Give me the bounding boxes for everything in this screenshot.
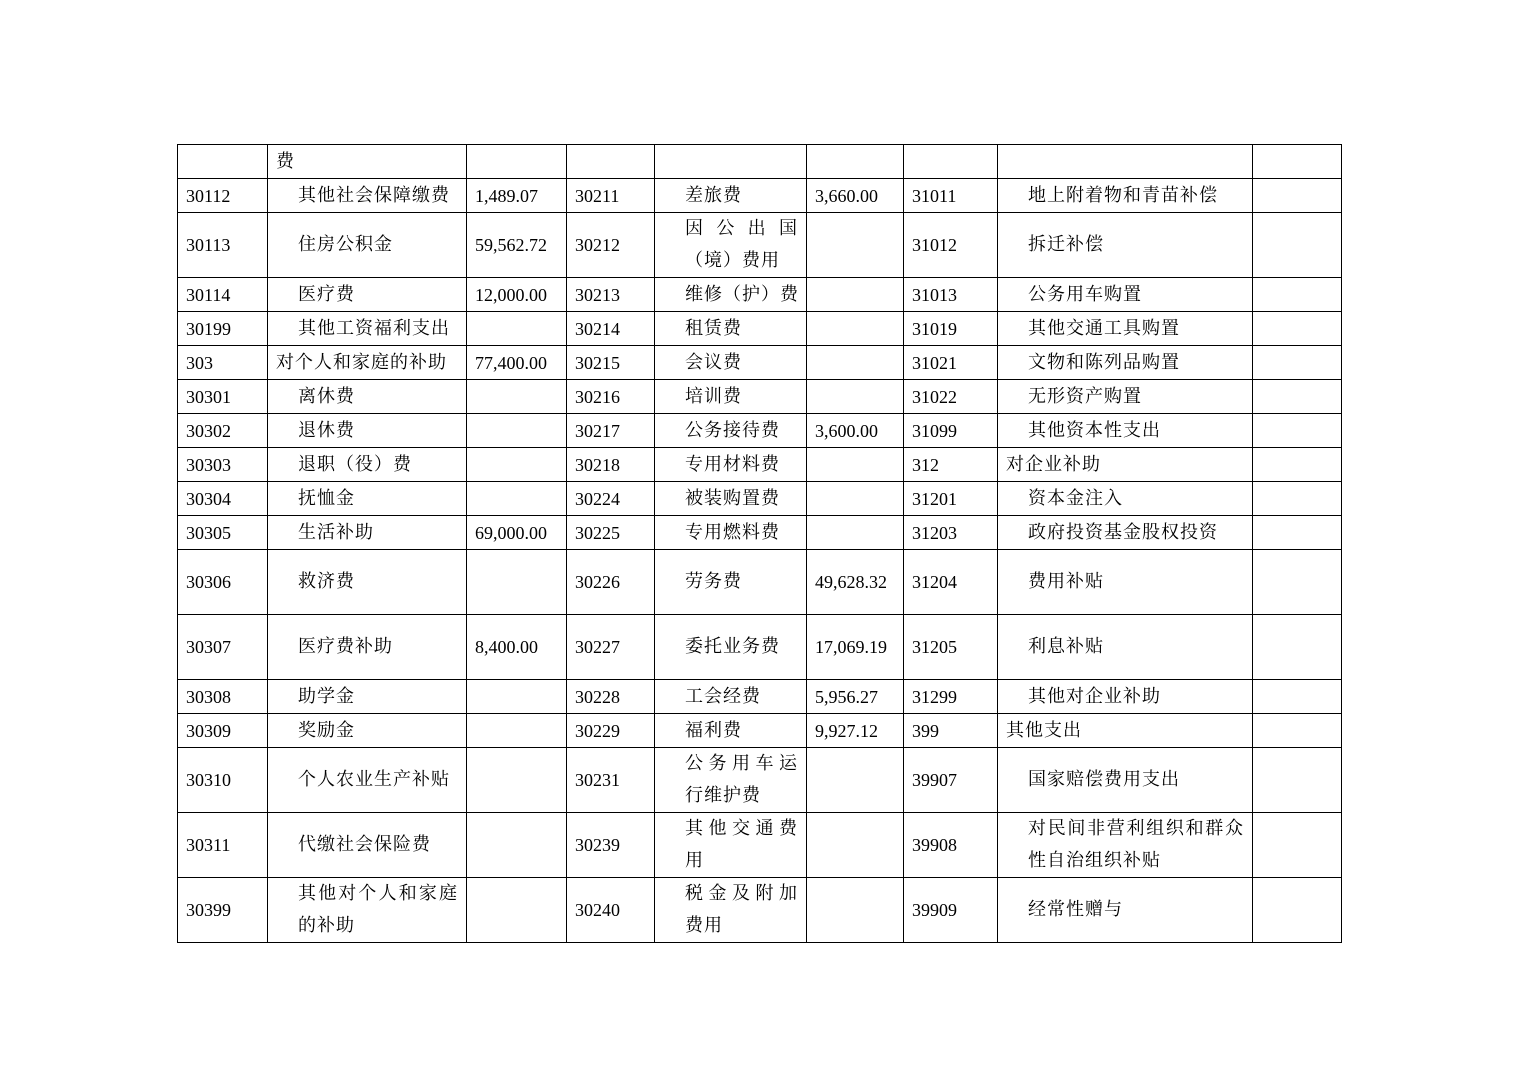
code-cell: 30305 (178, 516, 268, 550)
table-row (178, 213, 1342, 278)
amount-cell (1253, 380, 1342, 414)
name-cell: 生活补助 (268, 516, 467, 550)
code-cell: 31013 (904, 278, 998, 312)
table-row (178, 714, 1342, 748)
amount-cell (1253, 346, 1342, 380)
name-cell: 住房公积金 (268, 213, 467, 278)
amount-cell (1253, 550, 1342, 615)
amount-cell (1253, 680, 1342, 714)
name-cell: 资本金注入 (998, 482, 1253, 516)
name-cell: 文物和陈列品购置 (998, 346, 1253, 380)
code-cell: 30211 (567, 179, 655, 213)
name-cell: 其他交通工具购置 (998, 312, 1253, 346)
amount-cell (467, 380, 567, 414)
name-cell: 费 (268, 145, 467, 179)
table-row (178, 179, 1342, 213)
code-cell: 30199 (178, 312, 268, 346)
name-cell: 抚恤金 (268, 482, 467, 516)
amount-cell (1253, 278, 1342, 312)
amount-cell (1253, 414, 1342, 448)
table-row (178, 448, 1342, 482)
amount-cell (1253, 516, 1342, 550)
amount-cell (807, 145, 904, 179)
amount-cell (1253, 145, 1342, 179)
table-row (178, 516, 1342, 550)
amount-cell (1253, 714, 1342, 748)
name-cell: 专用燃料费 (655, 516, 807, 550)
code-cell: 30308 (178, 680, 268, 714)
code-cell: 30311 (178, 813, 268, 878)
code-cell: 30240 (567, 878, 655, 943)
name-cell: 被装购置费 (655, 482, 807, 516)
amount-cell (467, 813, 567, 878)
amount-cell (1253, 179, 1342, 213)
name-cell: 租赁费 (655, 312, 807, 346)
code-cell: 30304 (178, 482, 268, 516)
name-cell (998, 145, 1253, 179)
amount-cell (807, 516, 904, 550)
name-cell: 因公出国（境）费用 (655, 213, 807, 278)
name-cell: 医疗费补助 (268, 615, 467, 680)
name-cell: 离休费 (268, 380, 467, 414)
code-cell (904, 145, 998, 179)
code-cell: 30306 (178, 550, 268, 615)
code-cell: 31205 (904, 615, 998, 680)
name-cell: 无形资产购置 (998, 380, 1253, 414)
amount-cell: 5,956.27 (807, 680, 904, 714)
name-cell: 拆迁补偿 (998, 213, 1253, 278)
name-cell: 医疗费 (268, 278, 467, 312)
name-cell: 政府投资基金股权投资 (998, 516, 1253, 550)
name-cell: 助学金 (268, 680, 467, 714)
code-cell: 30217 (567, 414, 655, 448)
name-cell: 专用材料费 (655, 448, 807, 482)
name-cell: 委托业务费 (655, 615, 807, 680)
amount-cell: 12,000.00 (467, 278, 567, 312)
amount-cell: 17,069.19 (807, 615, 904, 680)
code-cell: 30114 (178, 278, 268, 312)
amount-cell (807, 878, 904, 943)
amount-cell (807, 312, 904, 346)
name-cell: 其他对企业补助 (998, 680, 1253, 714)
name-cell: 福利费 (655, 714, 807, 748)
amount-cell (1253, 213, 1342, 278)
name-cell: 个人农业生产补贴 (268, 748, 467, 813)
table-row (178, 145, 1342, 179)
amount-cell (467, 312, 567, 346)
table-row (178, 680, 1342, 714)
code-cell: 399 (904, 714, 998, 748)
amount-cell: 49,628.32 (807, 550, 904, 615)
table-row (178, 380, 1342, 414)
code-cell: 30218 (567, 448, 655, 482)
table-row (178, 278, 1342, 312)
amount-cell (467, 550, 567, 615)
amount-cell: 1,489.07 (467, 179, 567, 213)
name-cell: 公务接待费 (655, 414, 807, 448)
code-cell: 31099 (904, 414, 998, 448)
budget-expenditure-table (177, 144, 1342, 943)
table-row (178, 748, 1342, 813)
code-cell: 30213 (567, 278, 655, 312)
code-cell: 30214 (567, 312, 655, 346)
name-cell: 维修（护）费 (655, 278, 807, 312)
code-cell: 31299 (904, 680, 998, 714)
code-cell: 31203 (904, 516, 998, 550)
table-row (178, 414, 1342, 448)
code-cell: 30229 (567, 714, 655, 748)
code-cell: 31204 (904, 550, 998, 615)
code-cell (178, 145, 268, 179)
name-cell: 代缴社会保险费 (268, 813, 467, 878)
name-cell: 税金及附加费用 (655, 878, 807, 943)
code-cell: 30302 (178, 414, 268, 448)
code-cell: 31012 (904, 213, 998, 278)
code-cell: 30216 (567, 380, 655, 414)
code-cell: 39907 (904, 748, 998, 813)
name-cell: 其他工资福利支出 (268, 312, 467, 346)
amount-cell: 77,400.00 (467, 346, 567, 380)
amount-cell (1253, 813, 1342, 878)
amount-cell (1253, 482, 1342, 516)
code-cell: 39909 (904, 878, 998, 943)
code-cell: 39908 (904, 813, 998, 878)
name-cell: 工会经费 (655, 680, 807, 714)
amount-cell (467, 414, 567, 448)
amount-cell (1253, 448, 1342, 482)
code-cell: 303 (178, 346, 268, 380)
code-cell: 30231 (567, 748, 655, 813)
code-cell: 30228 (567, 680, 655, 714)
amount-cell: 59,562.72 (467, 213, 567, 278)
code-cell: 30225 (567, 516, 655, 550)
code-cell: 30215 (567, 346, 655, 380)
code-cell: 30399 (178, 878, 268, 943)
amount-cell: 8,400.00 (467, 615, 567, 680)
table-row (178, 312, 1342, 346)
code-cell: 30112 (178, 179, 268, 213)
table-row (178, 878, 1342, 943)
code-cell: 30310 (178, 748, 268, 813)
table-row (178, 550, 1342, 615)
code-cell: 30226 (567, 550, 655, 615)
table-row (178, 813, 1342, 878)
name-cell: 退休费 (268, 414, 467, 448)
name-cell: 其他支出 (998, 714, 1253, 748)
amount-cell: 3,600.00 (807, 414, 904, 448)
code-cell: 30113 (178, 213, 268, 278)
amount-cell (467, 482, 567, 516)
amount-cell (467, 680, 567, 714)
code-cell: 31201 (904, 482, 998, 516)
amount-cell (467, 448, 567, 482)
code-cell: 30303 (178, 448, 268, 482)
name-cell: 其他对个人和家庭的补助 (268, 878, 467, 943)
amount-cell: 69,000.00 (467, 516, 567, 550)
code-cell: 30224 (567, 482, 655, 516)
name-cell (655, 145, 807, 179)
amount-cell (467, 714, 567, 748)
table-row (178, 482, 1342, 516)
code-cell (567, 145, 655, 179)
name-cell: 国家赔偿费用支出 (998, 748, 1253, 813)
name-cell: 对个人和家庭的补助 (268, 346, 467, 380)
amount-cell (807, 482, 904, 516)
name-cell: 对民间非营利组织和群众性自治组织补贴 (998, 813, 1253, 878)
name-cell: 地上附着物和青苗补偿 (998, 179, 1253, 213)
amount-cell (807, 213, 904, 278)
amount-cell (807, 813, 904, 878)
name-cell: 公务用车购置 (998, 278, 1253, 312)
amount-cell: 3,660.00 (807, 179, 904, 213)
amount-cell (807, 346, 904, 380)
name-cell: 会议费 (655, 346, 807, 380)
amount-cell (467, 748, 567, 813)
name-cell: 费用补贴 (998, 550, 1253, 615)
code-cell: 31021 (904, 346, 998, 380)
code-cell: 30239 (567, 813, 655, 878)
name-cell: 其他交通费用 (655, 813, 807, 878)
amount-cell (807, 380, 904, 414)
table-row (178, 615, 1342, 680)
code-cell: 30301 (178, 380, 268, 414)
name-cell: 培训费 (655, 380, 807, 414)
code-cell: 31022 (904, 380, 998, 414)
code-cell: 30309 (178, 714, 268, 748)
amount-cell (1253, 312, 1342, 346)
amount-cell (1253, 615, 1342, 680)
name-cell: 其他社会保障缴费 (268, 179, 467, 213)
amount-cell (807, 278, 904, 312)
name-cell: 利息补贴 (998, 615, 1253, 680)
code-cell: 30307 (178, 615, 268, 680)
table-row (178, 346, 1342, 380)
name-cell: 差旅费 (655, 179, 807, 213)
name-cell: 对企业补助 (998, 448, 1253, 482)
amount-cell (807, 748, 904, 813)
name-cell: 劳务费 (655, 550, 807, 615)
name-cell: 退职（役）费 (268, 448, 467, 482)
name-cell: 其他资本性支出 (998, 414, 1253, 448)
amount-cell (467, 878, 567, 943)
name-cell: 公务用车运行维护费 (655, 748, 807, 813)
amount-cell (807, 448, 904, 482)
name-cell: 救济费 (268, 550, 467, 615)
code-cell: 30227 (567, 615, 655, 680)
name-cell: 经常性赠与 (998, 878, 1253, 943)
code-cell: 31019 (904, 312, 998, 346)
amount-cell (1253, 748, 1342, 813)
name-cell: 奖励金 (268, 714, 467, 748)
amount-cell (1253, 878, 1342, 943)
code-cell: 30212 (567, 213, 655, 278)
code-cell: 31011 (904, 179, 998, 213)
amount-cell (467, 145, 567, 179)
amount-cell: 9,927.12 (807, 714, 904, 748)
code-cell: 312 (904, 448, 998, 482)
